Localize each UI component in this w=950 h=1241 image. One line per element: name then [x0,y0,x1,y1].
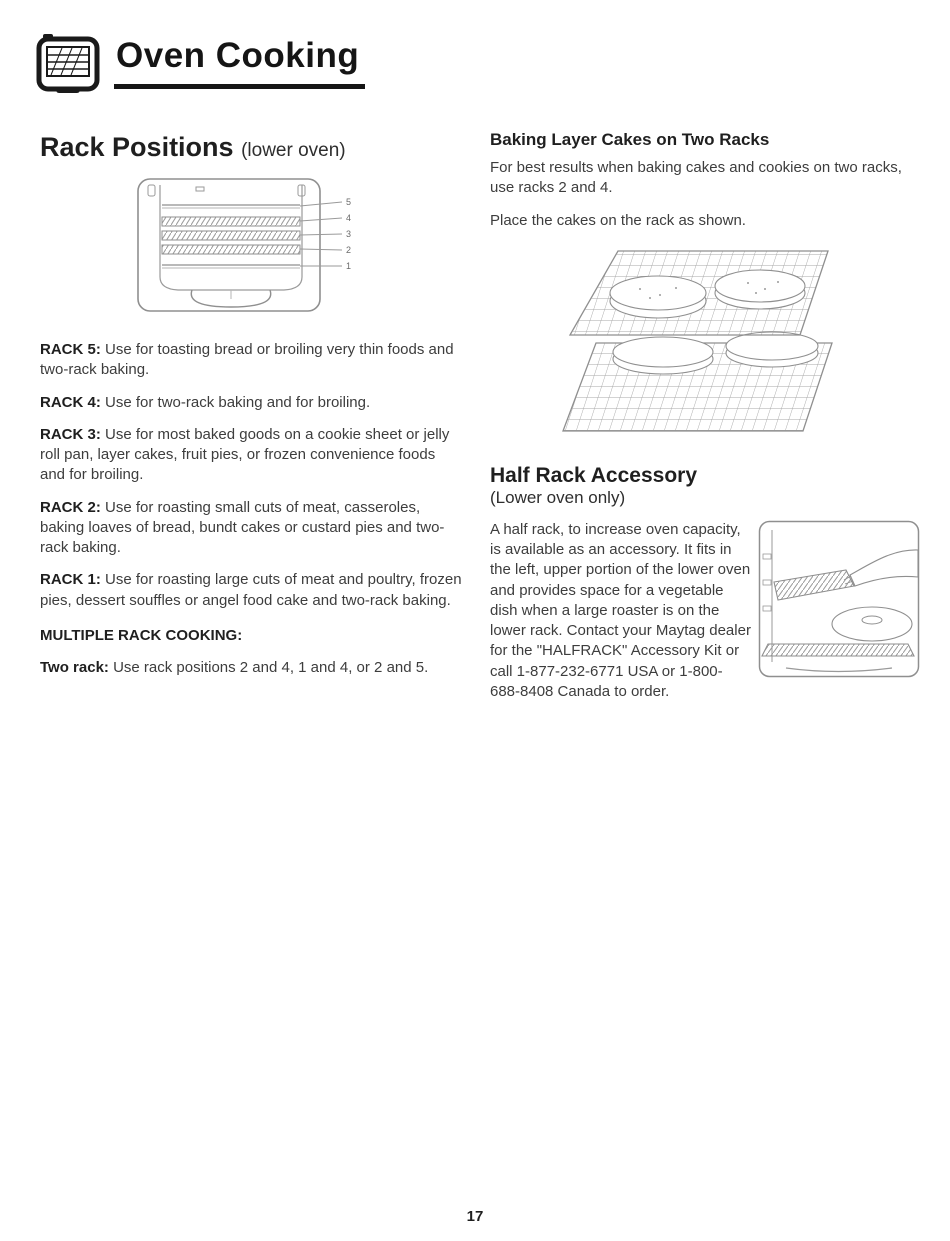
rack-2-description: RACK 2: Use for roasting small cuts of meat, casseroles, baking loaves of bread, bundt cakes or custard pies and two-rack baking. [40,498,445,556]
oven-icon [36,32,102,96]
right-column [490,130,924,702]
rack-4-description: RACK 4: Use for two-rack baking and for broiling. [40,393,371,411]
oven-rack-diagram [136,177,464,322]
half-rack-illustration-svg [758,520,920,678]
rack-positions-heading-note: (lower oven) [241,140,346,161]
rack-2-label: RACK 2: [40,498,101,516]
half-rack-subheading: (Lower oven only) [490,487,626,507]
multiple-rack-cooking-heading: MULTIPLE RACK COOKING: [40,626,243,644]
rack-number-label: 3 [346,229,352,239]
rack-5-label: RACK 5: [40,341,101,358]
oven-rack-diagram-svg [136,177,376,317]
two-rack-cakes-diagram [560,243,924,438]
left-column [40,132,464,690]
page-header [36,32,365,96]
two-rack-cakes-diagram-svg [560,243,835,433]
rack-4-label: RACK 4: [40,393,101,411]
baking-paragraph-1: For best results when baking cakes and cookies on two racks, use racks 2 and 4. [490,159,902,197]
half-rack-illustration [758,520,924,683]
page-number: 17 [466,1208,484,1225]
rack-number-label: 1 [346,261,352,271]
rack-number-label: 4 [346,213,352,223]
page-title: Oven Cooking [114,32,365,89]
two-rack-line: Two rack: Use rack positions 2 and 4, 1 and 4, or 2 and 5. [40,658,429,676]
rack-1-description: RACK 1: Use for roasting large cuts of meat and poultry, frozen pies, dessert souffles or angel food cake and two-rack baking. [40,571,462,609]
rack-3-description: RACK 3: Use for most baked goods on a cookie sheet or jelly roll pan, layer cakes, fruit pies, or frozen convenience foods and for broiling. [40,425,450,484]
rack-5-description: RACK 5: Use for toasting bread or broiling very thin foods and two-rack baking. [40,341,454,379]
half-rack-section [490,520,924,702]
two-rack-label: Two rack: [40,658,109,676]
half-rack-paragraph: A half rack, to increase oven capacity, is available as an accessory. It fits in the left, upper portion of the lower oven and provides space for a vegetable dish when a large roaster is on the lower rack. Contact your Maytag dealer for the "HALFRACK" Accessory Kit or call 1-877-232-6771 USA or 1-800-688-8408 Canada to order. [490,520,751,700]
rack-1-label: RACK 1: [40,571,101,589]
baking-layer-cakes-heading: Baking Layer Cakes on Two Racks [490,130,770,149]
rack-3-label: RACK 3: [40,425,101,443]
rack-number-label: 5 [346,197,352,207]
half-rack-heading: Half Rack Accessory [490,463,698,487]
rack-positions-heading: Rack Positions (lower oven) [40,132,346,162]
rack-number-label: 2 [346,245,352,255]
baking-paragraph-2: Place the cakes on the rack as shown. [490,211,746,229]
